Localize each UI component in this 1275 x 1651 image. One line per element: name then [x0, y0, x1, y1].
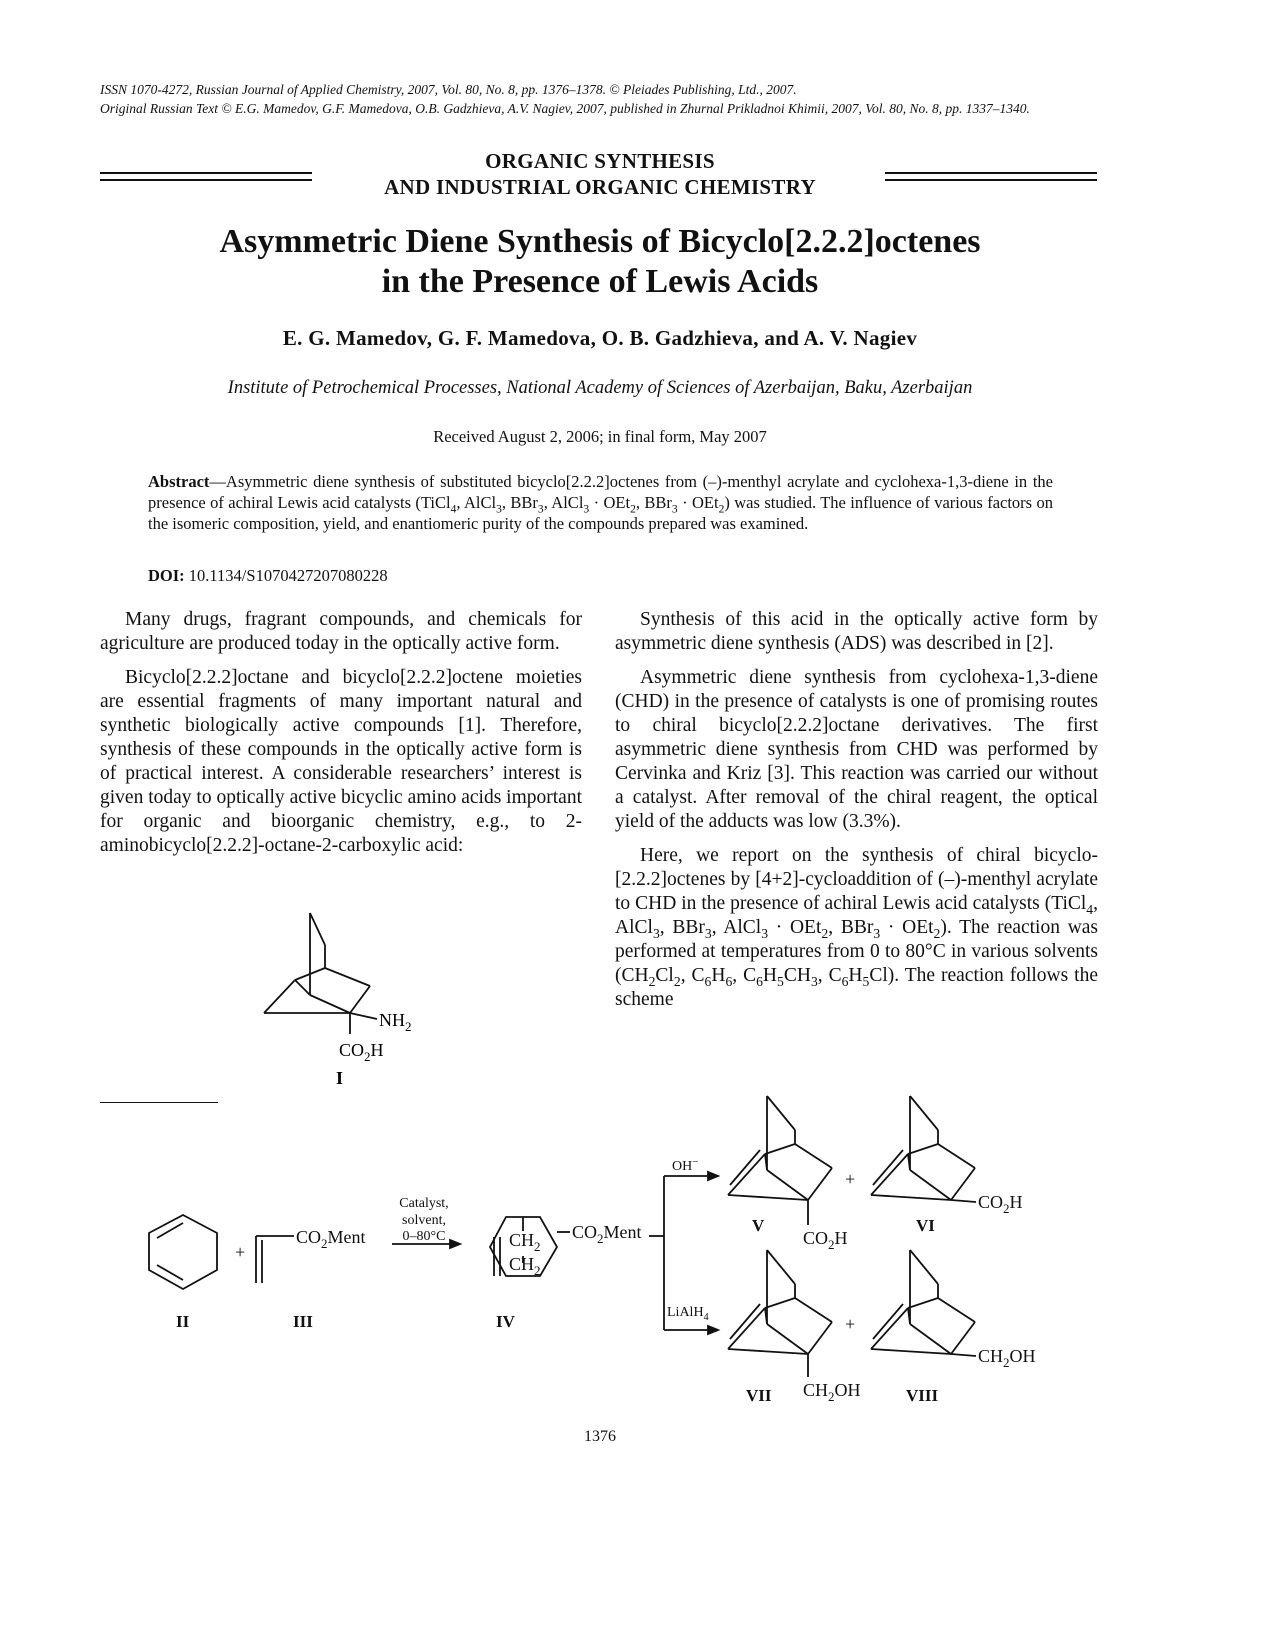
doi-label: DOI: [148, 566, 185, 585]
left-paragraph-1: Many drugs, fragrant compounds, and chemicals for agriculture are produced today in the optically active form. [100, 609, 582, 654]
condition-solvent: solvent, [402, 1213, 446, 1228]
compound-label-III: III [293, 1312, 313, 1331]
structure-I [250, 910, 450, 1090]
abstract-sub: 2 [718, 503, 725, 516]
doi-value[interactable]: 10.1134/S1070427207080228 [188, 566, 388, 585]
abstract-text: , AlCl [543, 493, 584, 512]
received-date: Received August 2, 2006; in final form, May 2007 [433, 427, 767, 446]
abstract-sub: 3 [583, 503, 590, 516]
compound-label-II: II [176, 1312, 190, 1331]
nh2-label: $NH_2$ [379, 1010, 412, 1034]
compound-label-I: I [336, 1068, 344, 1088]
abstract-text: · OEt [589, 493, 631, 512]
condition-temperature: 0–80°C [402, 1229, 446, 1244]
structure-VII [728, 1250, 832, 1377]
compound-label-IV: IV [496, 1312, 515, 1331]
plus-sign: + [235, 1242, 246, 1262]
compound-label-VI: VI [916, 1216, 935, 1235]
abstract-sub: 3 [537, 503, 544, 516]
title-line-2: in the Presence of Lewis Acids [381, 263, 819, 300]
abstract-text: , BBr [635, 493, 672, 512]
co2h-label-VI: $CO_2H$ [978, 1192, 1023, 1216]
co2ment-label-III: $CO_2Ment$ [296, 1227, 366, 1251]
right-paragraph-1: Synthesis of this acid in the optically active form by asymmetric diene synthesis (ADS) was described in [2]. [615, 609, 1098, 654]
ch2-lower-label: $CH_2$ [509, 1254, 541, 1278]
abstract-text: · OEt [677, 493, 719, 512]
structure-VI [871, 1096, 976, 1202]
lialh4-label: LiAlH$_4$ [667, 1305, 709, 1323]
reaction-scheme [140, 1090, 1100, 1410]
plus-sign: + [845, 1169, 856, 1189]
title-line-1: Asymmetric Diene Synthesis of Bicyclo[2.2.2]octenes [219, 223, 981, 260]
abstract-label: Abstract [148, 472, 210, 491]
ch2-upper-label: $CH_2$ [509, 1230, 541, 1254]
ch2oh-label-VII: $CH_2OH$ [803, 1380, 861, 1404]
authors: E. G. Mamedov, G. F. Mamedova, O. B. Gadzhieva, and A. V. Nagiev [282, 326, 918, 350]
doi [148, 566, 388, 586]
left-paragraph-2: Bicyclo[2.2.2]octane and bicyclo[2.2.2]octene moieties are essential fragments of many important natural and synthetic biologically active compounds [1]. Therefore, synthesis of these compounds in the optically active form is of practical interest. A considerable researchers’ interest is given today to optically active bicyclic amino acids important for organic and bioorganic chemistry, e.g., to 2-aminobicyclo[2.2.2]-octane-2-carboxylic acid: [100, 667, 582, 856]
condition-catalyst: Catalyst, [399, 1196, 449, 1211]
cyclohexadiene-II [149, 1215, 217, 1289]
section-line-2: AND INDUSTRIAL ORGANIC CHEMISTRY [384, 175, 816, 199]
section-line-1: ORGANIC SYNTHESIS [485, 149, 715, 173]
section-heading [100, 148, 1100, 200]
abstract-sub: 2 [630, 503, 636, 516]
structure-V [728, 1096, 832, 1225]
right-column [615, 608, 1098, 1022]
hydroxide-label: OH− [672, 1156, 699, 1174]
header-line-2: Original Russian Text © E.G. Mamedov, G.F. Mamedova, O.B. Gadzhieva, A.V. Nagiev, 2007, published in Zhurnal Prikladnoi Khimii, 2007, Vol. 80, No. 8, pp. 1337–1340. [100, 101, 1030, 116]
header-line-1: ISSN 1070-4272, Russian Journal of Applied Chemistry, 2007, Vol. 80, No. 8, pp. 1376–1378. © Pleiades Publishing, Ltd., 2007. [100, 82, 797, 97]
right-paragraph-3: Here, we report on the synthesis of chiral bicyclo-[2.2.2]octenes by [4+2]-cycloaddition of (–)-menthyl acrylate to CHD in the presence of achiral Lewis acid catalysts (TiCl$_4$, AlCl$_3$, BBr$_3$, AlCl$_3$ · OEt$_2$, BBr$_3$ · OEt$_2$). The reaction was performed at temperatures from 0 to 80°C in various solvents ($CH_2Cl_2$, $C_6H_6$, $C_6H_5CH_3$, $C_6H_5Cl$). The reaction follows the scheme [615, 845, 1099, 1010]
abstract [148, 471, 1053, 534]
co2h-label-V: $CO_2H$ [803, 1228, 848, 1252]
abstract-text: , AlCl [456, 493, 497, 512]
page-number: 1376 [584, 1428, 616, 1445]
left-column [100, 608, 582, 868]
compound-label-VII: VII [746, 1386, 772, 1405]
abstract-text: —Asymmetric diene synthesis of substituted bicyclo[2.2.2]octenes from (–)-menthyl acrylate and cyclohexa-1,3-diene in the presence of achiral Lewis acid catalysts (TiCl [148, 472, 1053, 512]
abstract-sub: 3 [671, 503, 678, 516]
co2h-label: $CO_2H$ [339, 1040, 384, 1064]
plus-sign: + [845, 1314, 856, 1334]
right-paragraph-2: Asymmetric diene synthesis from cyclohexa-1,3-diene (CHD) in the presence of catalysts is one of promising routes to chiral bicyclo[2.2.2]octane derivatives. The first asymmetric diene synthesis from CHD was performed by Cervinka and Kriz [3]. This reaction was carried our without a catalyst. After removal of the chiral reagent, the optical yield of the adducts was low (3.3%). [615, 667, 1098, 832]
abstract-text: , BBr [501, 493, 538, 512]
abstract-sub: 3 [496, 503, 502, 516]
ch2oh-label-VIII: $CH_2OH$ [978, 1346, 1036, 1370]
compound-label-V: V [752, 1216, 765, 1235]
co2ment-label-IV: $CO_2Ment$ [572, 1222, 642, 1246]
compound-label-VIII: VIII [906, 1386, 939, 1405]
abstract-sub: 4 [450, 503, 457, 516]
journal-header [100, 80, 1100, 118]
structure-VIII [871, 1250, 976, 1356]
paper-title [100, 222, 1100, 302]
abstract-text: ) was studied. The influence of various factors on the isomeric composition, yield, and enantiomeric purity of the compounds prepared was examined. [148, 493, 1053, 533]
affiliation: Institute of Petrochemical Processes, National Academy of Sciences of Azerbaijan, Baku, Azerbaijan [227, 378, 973, 398]
